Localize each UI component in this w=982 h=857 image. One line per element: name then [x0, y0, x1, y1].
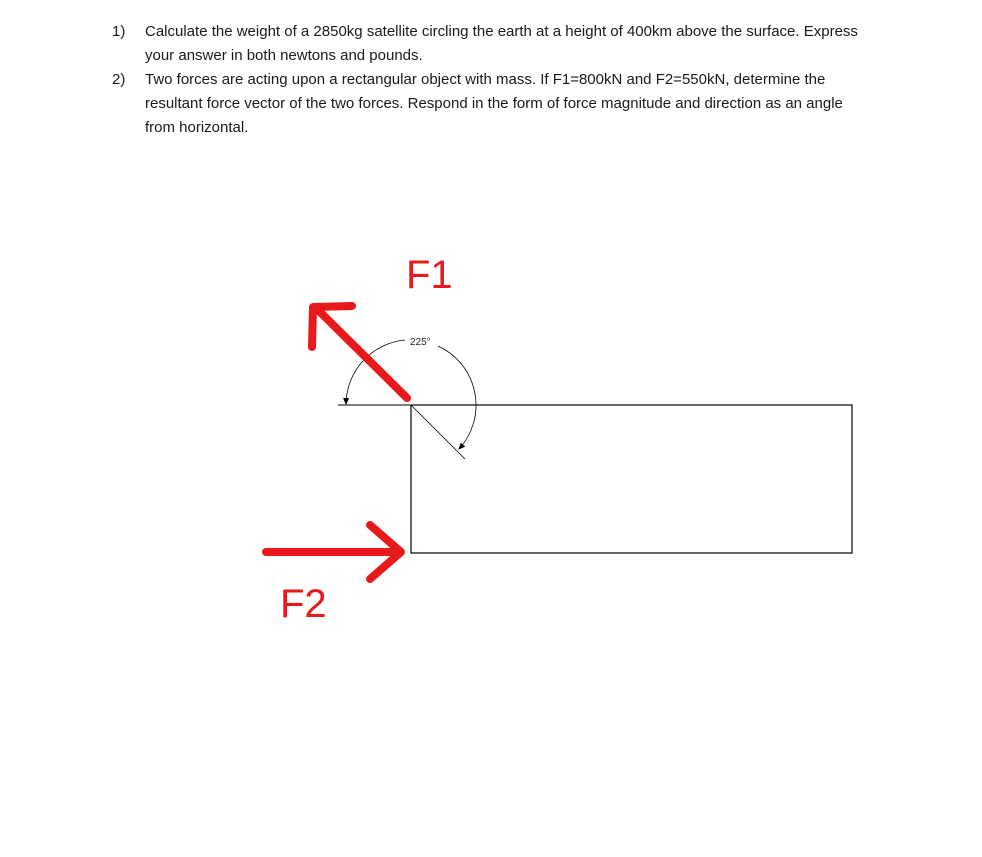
- angle-arc-right: [438, 346, 476, 449]
- force-f1-label: F1: [406, 253, 453, 297]
- angle-label: 225°: [410, 337, 431, 348]
- problem-2-text: Two forces are acting upon a rectangular object with mass. If F1=800kN and F2=550kN, determine the resultant force vector of the two forces. Respond in the form of force magnitude and direction as an angle from horizontal.: [145, 71, 843, 136]
- rectangular-object: [411, 405, 852, 553]
- force-f2-label: F2: [280, 582, 327, 626]
- problem-1-text: Calculate the weight of a 2850kg satellite circling the earth at a height of 400km above the surface. Express your answer in both newtons and pounds.: [145, 23, 858, 64]
- force-f2-arrow: [266, 525, 401, 579]
- problem-1-number: 1): [112, 23, 126, 40]
- problem-2-number: 2): [112, 71, 126, 88]
- angle-reference-diagonal: [411, 405, 465, 459]
- force-f1-arrow: [312, 306, 407, 398]
